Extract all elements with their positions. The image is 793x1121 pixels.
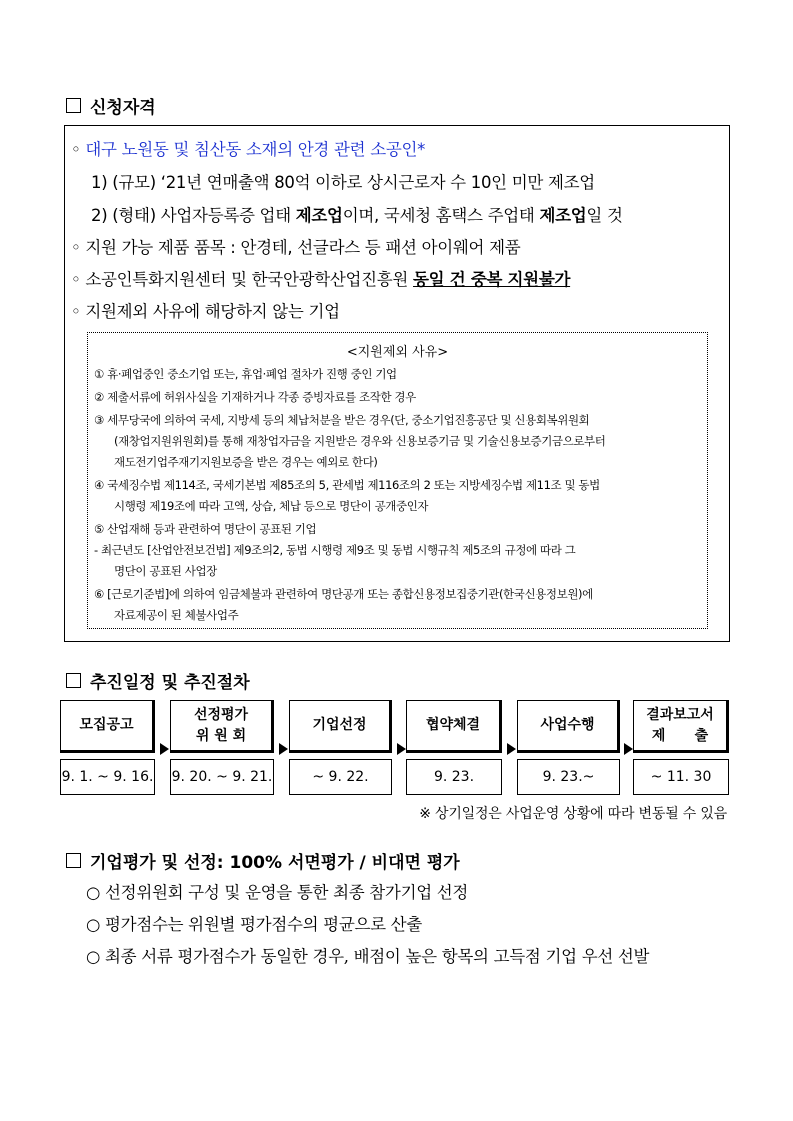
exclusion-line: ④ 국세징수법 제114조, 국세기본법 제85조의 5, 관세법 제116조의 2 또는 지방세징수법 제11조 및 동법: [94, 478, 600, 492]
step-date: 9. 1. ~ 9. 16.: [60, 759, 155, 795]
arrow-right-icon: [397, 743, 406, 755]
arrow-right-icon: [624, 743, 633, 755]
sub-2-bold2: 제조업: [539, 206, 587, 225]
arrow-right-icon: [507, 743, 516, 755]
eligibility-heading: [66, 93, 156, 118]
checkbox-icon: [66, 673, 81, 688]
exclusion-line: 명단이 공표된 사업장: [114, 564, 217, 578]
eligibility-title: 신청자격: [90, 98, 156, 118]
arrow-right-icon: [160, 743, 169, 755]
eligibility-duplicate-text: 소공인특화지원센터 및 한국안광학산업진흥원: [85, 270, 414, 289]
evaluation-heading: [66, 848, 460, 873]
exclusion-line: (재창업지원위원회)를 통해 재창업자금을 지원받은 경우와 신용보증기금 및 기술신용보증기금으로부터: [114, 434, 606, 448]
bullet-icon: ◦: [71, 302, 81, 321]
exclusion-line: ⑥ [근로기준법]에 의하여 임금체불과 관련하여 명단공개 또는 종합신용정보집중기관(한국신용정보원)에: [94, 587, 593, 601]
step-date: ~ 9. 22.: [289, 759, 392, 795]
exclusion-line: 재도전기업주재기지원보증을 받은 경우는 예외로 한다): [114, 455, 378, 469]
bullet-icon: ◦: [71, 140, 81, 159]
eligibility-region-text: 대구 노원동 및 침산동 소재의 안경 관련 소공인*: [85, 140, 426, 159]
step-label: 결과보고서 제 출: [633, 700, 729, 753]
evaluation-title: 기업평가 및 선정: 100% 서면평가 / 비대면 평가: [90, 853, 460, 873]
exclusion-line: - 최근년도 [산업안전보건법] 제9조의2, 동법 시행령 제9조 및 동법 시행규칙 제5조의 규정에 따라 그: [94, 543, 576, 557]
bullet-icon: ◦: [71, 270, 81, 289]
step-label: 기업선정: [289, 700, 392, 753]
duplicate-warning: 동일 건 중복 지원불가: [413, 270, 571, 289]
eligibility-item-2: [71, 234, 520, 258]
eligibility-box: [64, 125, 730, 642]
step-date: ~ 11. 30: [633, 759, 729, 795]
step-label: 협약체결: [406, 700, 502, 753]
step-label: 선정평가 위 원 회: [170, 700, 274, 753]
exclusion-box: [87, 332, 708, 629]
eligibility-item-3: [71, 266, 570, 290]
schedule-title: 추진일정 및 추진절차: [90, 673, 250, 693]
checkbox-icon: [66, 853, 81, 868]
exclusion-line: ① 휴·폐업중인 중소기업 또는, 휴업·폐업 절차가 진행 중인 기업: [94, 367, 397, 381]
step-label: 모집공고: [60, 700, 155, 753]
schedule-note: ※ 상기일정은 사업운영 상황에 따라 변동될 수 있음: [419, 806, 727, 822]
sub-2-suffix: 일 것: [586, 206, 623, 225]
eligibility-products-text: 지원 가능 제품 품목 : 안경테, 선글라스 등 패션 아이웨어 제품: [85, 238, 521, 257]
sub-2-prefix: 2) (형태) 사업자등록증 업태: [91, 206, 296, 225]
evaluation-item: ○ 평가점수는 위원별 평가점수의 평균으로 산출: [86, 915, 422, 934]
step-date: 9. 20. ~ 9. 21.: [170, 759, 274, 795]
exclusion-line: ③ 세무당국에 의하여 국세, 지방세 등의 체납처분을 받은 경우(단, 중소기업진흥공단 및 신용회복위원회: [94, 413, 590, 427]
evaluation-item: ○ 선정위원회 구성 및 운영을 통한 최종 참가기업 선정: [86, 883, 469, 902]
eligibility-exclusion-text: 지원제외 사유에 해당하지 않는 기업: [85, 302, 340, 321]
exclusion-title: <지원제외 사유>: [346, 345, 449, 360]
arrow-right-icon: [279, 743, 288, 755]
checkbox-icon: [66, 98, 81, 113]
step-date: 9. 23.~: [517, 759, 620, 795]
sub-2-bold1: 제조업: [295, 206, 343, 225]
eligibility-sub-2: [91, 202, 623, 226]
exclusion-line: 시행령 제19조에 따라 고액, 상습, 체납 등으로 명단이 공개중인자: [114, 499, 429, 513]
eligibility-item-1: [71, 136, 425, 160]
eligibility-sub-1: 1) (규모) ‘21년 연매출액 80억 이하로 상시근로자 수 10인 미만 제조업: [91, 173, 595, 192]
exclusion-line: ② 제출서류에 허위사실을 기재하거나 각종 증빙자료를 조작한 경우: [94, 390, 416, 404]
evaluation-item: ○ 최종 서류 평가점수가 동일한 경우, 배점이 높은 항목의 고득점 기업 우선 선발: [86, 947, 650, 966]
step-date: 9. 23.: [406, 759, 502, 795]
eligibility-item-4: [71, 298, 340, 322]
process-steps: [60, 700, 730, 800]
exclusion-line: 자료제공이 된 체불사업주: [114, 608, 239, 622]
bullet-icon: ◦: [71, 238, 81, 257]
schedule-heading: [66, 668, 250, 693]
step-label: 사업수행: [517, 700, 620, 753]
exclusion-line: ⑤ 산업재해 등과 관련하여 명단이 공표된 기업: [94, 522, 317, 536]
sub-2-mid: 이며, 국세청 홈택스 주업태: [342, 206, 540, 225]
